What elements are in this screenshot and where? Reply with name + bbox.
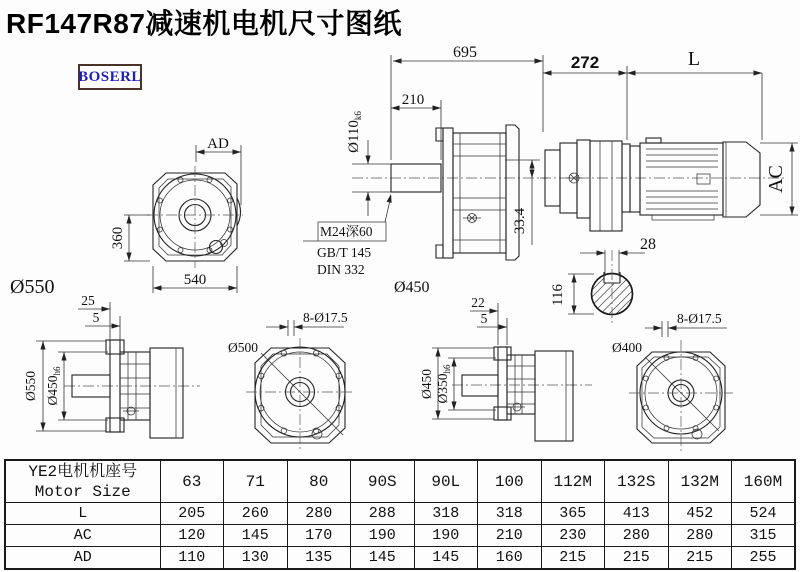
table-header-cell: 90S (351, 460, 415, 503)
label-dia-500: Ø500 (228, 340, 258, 355)
table-cell: 215 (605, 547, 669, 570)
callout-standard-1: GB/T 145 (317, 245, 372, 260)
table-cell: 145 (224, 525, 288, 547)
table-cell: 318 (478, 503, 542, 525)
table-header-cn: YE2电机机座号 (28, 462, 138, 481)
table-header-cell: 100 (478, 460, 542, 503)
table-cell: 120 (160, 525, 224, 547)
dim-label-5b: 5 (480, 311, 488, 326)
table-header-cell: 63 (160, 460, 224, 503)
table-cell: 280 (287, 503, 351, 525)
row-label: L (5, 503, 160, 525)
table-cell: 524 (732, 503, 796, 525)
table-cell: 288 (351, 503, 415, 525)
dim-label-bolt-holes-500: 8-Ø17.5 (303, 310, 348, 325)
table-row-AD (5, 547, 795, 570)
table-cell: 230 (541, 525, 605, 547)
callout-standard-2: DIN 332 (317, 262, 365, 277)
table-cell: 215 (541, 547, 605, 570)
table-cell: 190 (351, 525, 415, 547)
dim-label-bolt-holes-400: 8-Ø17.5 (677, 311, 722, 326)
dim-label-22: 22 (471, 295, 485, 310)
dim-label-5a: 5 (92, 310, 100, 325)
dim-label-695: 695 (453, 44, 477, 61)
dim-label-33-4: 33.4 (512, 207, 528, 235)
table-header-cell: 90L (414, 460, 478, 503)
dim-label-AC: AC (765, 165, 787, 193)
row-label: AC (5, 525, 160, 547)
table-header-cell: 160M (732, 460, 796, 503)
table-cell: 215 (668, 547, 732, 570)
table-header-en: Motor Size (34, 482, 131, 501)
table-header-cell: 112M (541, 460, 605, 503)
boserl-logo-text: BOSERL (78, 68, 142, 85)
callout-thread: M24深60 (320, 224, 373, 239)
table-cell: 210 (478, 525, 542, 547)
table-header-motor-size (5, 460, 160, 503)
dim-label-spigot-350: $Ø350_{h6}$ (435, 364, 452, 404)
table-cell: 315 (732, 525, 796, 547)
table-cell: 190 (414, 525, 478, 547)
dim-label-272: 272 (570, 53, 600, 72)
table-cell: 280 (605, 525, 669, 547)
dim-label-outer-550: Ø550 (23, 371, 38, 401)
table-cell: 365 (541, 503, 605, 525)
row-label: AD (5, 547, 160, 570)
flange-view-400 (612, 311, 733, 452)
table-header-cell: 132S (605, 460, 669, 503)
front-view (10, 136, 243, 298)
dim-label-spigot-450: $Ø450_{h6}$ (45, 366, 62, 406)
table-cell: 160 (478, 547, 542, 570)
table-cell: 255 (732, 547, 796, 570)
dim-label-540: 540 (183, 272, 207, 288)
page-title: RF147R87减速机电机尺寸图纸 (6, 8, 402, 39)
dim-label-L: L (687, 48, 701, 70)
label-flange-450: Ø450 (394, 279, 430, 296)
table-row-L (5, 503, 795, 525)
table-header-cell: 132M (668, 460, 732, 503)
table-cell: 452 (668, 503, 732, 525)
dim-label-outer-450: Ø450 (419, 369, 434, 399)
table-header-cell: 80 (287, 460, 351, 503)
table-cell: 205 (160, 503, 224, 525)
table-cell: 318 (414, 503, 478, 525)
dim-label-360: 360 (110, 226, 126, 250)
table-cell: 413 (605, 503, 669, 525)
table-cell: 170 (287, 525, 351, 547)
motor-view (540, 48, 798, 324)
table-cell: 145 (351, 547, 415, 570)
table-cell: 130 (224, 547, 288, 570)
dim-label-28: 28 (640, 236, 656, 253)
motor-size-table (4, 459, 796, 570)
side-view-450 (419, 295, 592, 441)
table-cell: 145 (414, 547, 478, 570)
table-cell: 110 (160, 547, 224, 570)
flange-view-500 (228, 310, 354, 452)
table-header-cell: 71 (224, 460, 288, 503)
dim-label-shaft-dia: $Ø110_{k6}$ (346, 111, 363, 153)
table-row-AC (5, 525, 795, 547)
main-side-view (303, 44, 548, 296)
side-view-550 (23, 293, 200, 438)
dim-label-ad: AD (207, 136, 229, 152)
table-cell: 260 (224, 503, 288, 525)
table-cell: 280 (668, 525, 732, 547)
table-cell: 135 (287, 547, 351, 570)
label-flange-550: Ø550 (10, 276, 55, 298)
dim-label-210: 210 (401, 92, 425, 108)
dim-label-116: 116 (550, 284, 566, 306)
label-dia-400: Ø400 (612, 340, 642, 355)
dim-label-25: 25 (81, 293, 95, 308)
